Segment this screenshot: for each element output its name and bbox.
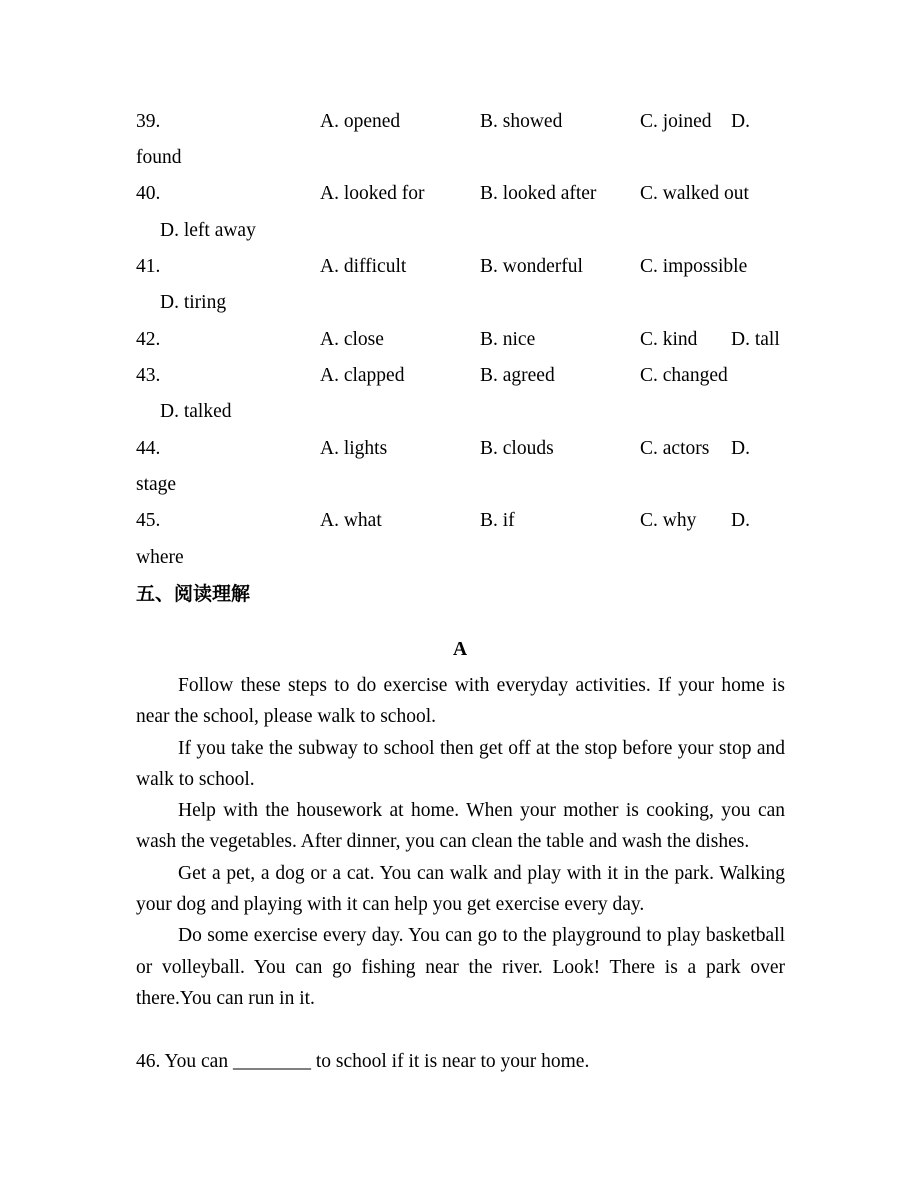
option-a: A. lights [320, 438, 388, 459]
passage-paragraph: Follow these steps to do exercise with everyday activities. If your home is near the school, please walk to school. [136, 675, 785, 728]
question-number: 39. [136, 111, 161, 132]
option-c: C. impossible [640, 256, 748, 277]
option-b: B. agreed [480, 365, 555, 386]
question-number: 45. [136, 510, 161, 531]
option-d-text: stage [136, 474, 177, 495]
option-d-text: found [136, 147, 182, 168]
option-a: A. close [320, 329, 384, 350]
option-a: A. what [320, 510, 382, 531]
question-number: 41. [136, 256, 161, 277]
question-46: 46. You can ________ to school if it is near to your home. [136, 1051, 590, 1072]
option-b: B. looked after [480, 183, 597, 204]
reading-passage [136, 670, 785, 1014]
passage-paragraph: Do some exercise every day. You can go to the playground to play basketball or volleyball. You can go fishing near the river. Look! There is a park over there.You can run in it. [136, 925, 785, 1009]
option-d-text: where [136, 547, 184, 568]
option-d: D. tall [731, 329, 780, 350]
question-number: 44. [136, 438, 161, 459]
option-d-letter: D. [731, 510, 750, 531]
option-a: A. looked for [320, 183, 425, 204]
option-a: A. clapped [320, 365, 405, 386]
option-d-letter: D. [731, 438, 750, 459]
option-a: A. opened [320, 111, 401, 132]
section-title: 五、阅读理解 [136, 583, 251, 605]
option-c: C. joined [640, 111, 712, 132]
option-b: B. showed [480, 111, 563, 132]
option-d: D. left away [160, 220, 256, 241]
option-d: D. talked [160, 401, 232, 422]
option-c: C. why [640, 510, 697, 531]
option-d: D. tiring [160, 292, 227, 313]
question-number: 42. [136, 329, 161, 350]
option-c: C. changed [640, 365, 728, 386]
option-b: B. nice [480, 329, 536, 350]
option-b: B. if [480, 510, 515, 531]
passage-paragraph: Help with the housework at home. When your mother is cooking, you can wash the vegetables. After dinner, you can clean the table and wash the dishes. [136, 800, 785, 853]
passage-heading: A [452, 639, 468, 660]
option-a: A. difficult [320, 256, 407, 277]
option-b: B. wonderful [480, 256, 583, 277]
passage-paragraph: Get a pet, a dog or a cat. You can walk and play with it in the park. Walking your dog and playing with it can help you get exercise every day. [136, 862, 785, 916]
passage-paragraph: If you take the subway to school then get off at the stop before your stop and walk to school. [136, 737, 785, 790]
question-number: 43. [136, 365, 161, 386]
option-b: B. clouds [480, 438, 554, 459]
option-d-letter: D. [731, 111, 750, 132]
option-c: C. walked out [640, 183, 749, 204]
option-c: C. kind [640, 329, 698, 350]
question-number: 40. [136, 183, 161, 204]
option-c: C. actors [640, 438, 710, 459]
